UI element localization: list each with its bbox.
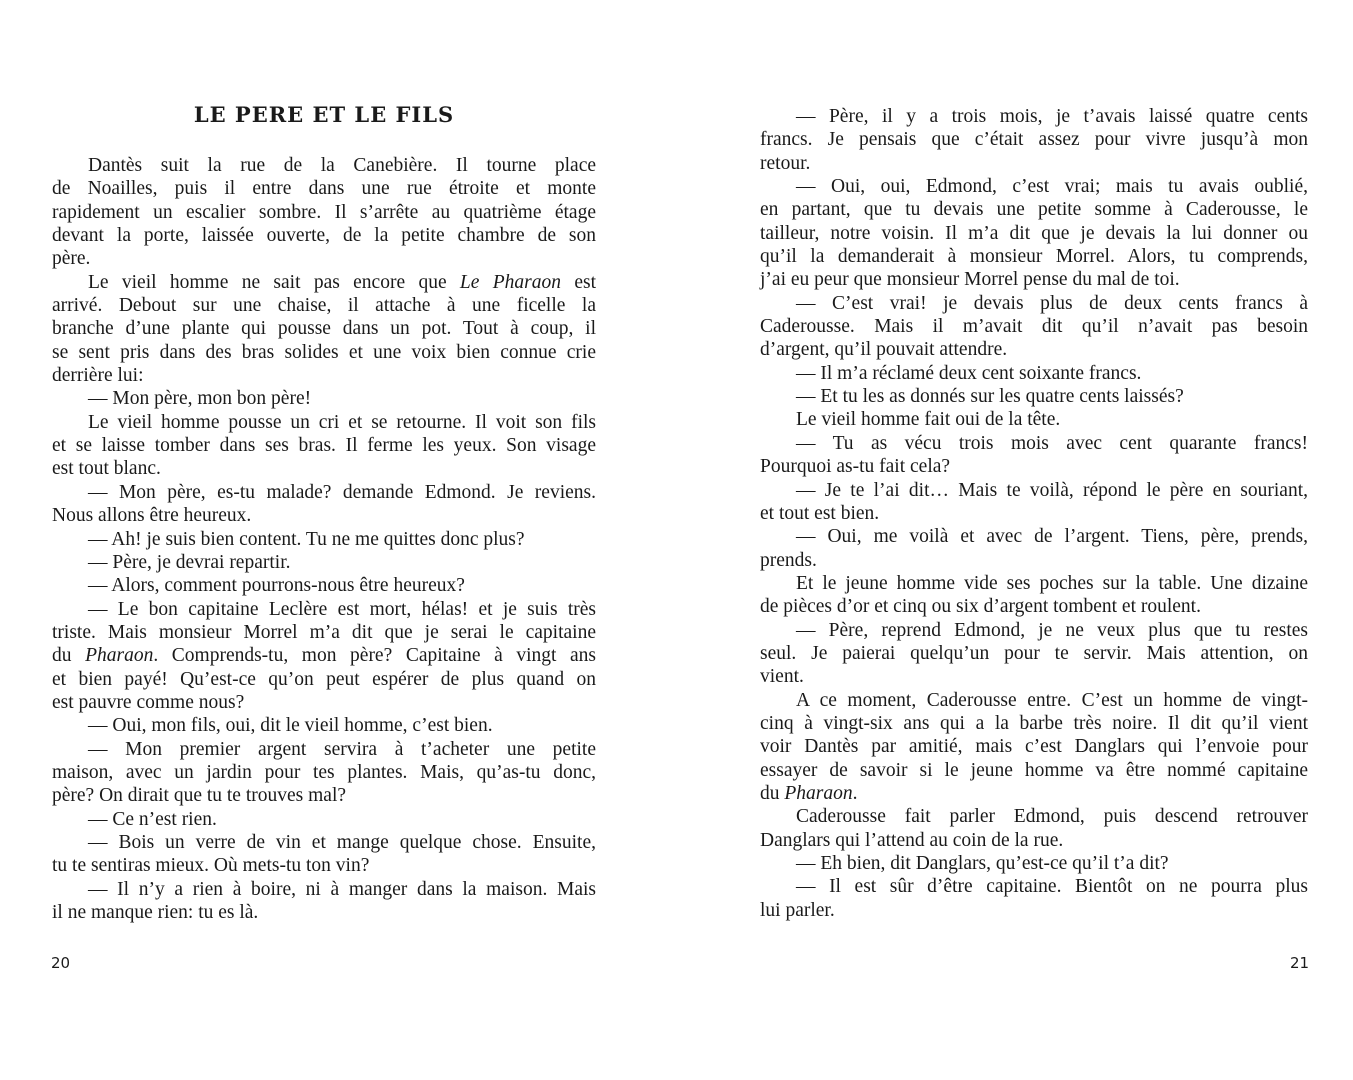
text-line: j’ai eu peur que monsieur Morrel pense du mal de toi.: [760, 269, 1180, 291]
text-line: derrière lui:: [52, 365, 144, 387]
text-line: maison, avec un jardin pour tes plantes. Mais, qu’as-tu donc,: [52, 761, 596, 783]
text-line: et bien payé! Qu’est-ce qu’on peut espérer de plus quand on: [52, 668, 596, 690]
text-line: branche d’une plante qui pousse dans un pot. Tout à coup, il: [52, 318, 596, 340]
text-line: — Mon premier argent servira à t’acheter une petite: [88, 738, 596, 760]
page-number-right: 21: [1290, 954, 1310, 972]
italic-title: Pharaon: [784, 782, 853, 804]
right-page: [676, 0, 1353, 1080]
text-line: — Eh bien, dit Danglars, qu’est-ce qu’il t’a dit?: [796, 853, 1169, 874]
text-line: seul. Je paierai quelqu’un pour te servir. Mais attention, on: [760, 642, 1308, 664]
text-line: — Bois un verre de vin et mange quelque chose. Ensuite,: [88, 831, 596, 853]
text-line: Caderousse fait parler Edmond, puis descend retrouver: [796, 806, 1308, 828]
text-line: — Oui, me voilà et avec de l’argent. Tiens, père, prends,: [796, 526, 1308, 548]
text-line: tailleur, notre voisin. Il m’a dit que je devais la lui donner ou: [760, 222, 1308, 244]
text-line: voir Dantès par amitié, mais c’est Danglars qui l’envoie pour: [760, 736, 1308, 758]
text-line: devant la porte, laissée ouverte, de la petite chambre de son: [52, 225, 596, 247]
text-line: et tout est bien.: [760, 502, 880, 524]
text-line: — Ce n’est rien.: [88, 808, 217, 830]
text-line: cinq à vingt-six ans qui a la barbe très noire. Il dit qu’il vient: [760, 712, 1308, 734]
text-line: — Oui, mon fils, oui, dit le vieil homme, c’est bien.: [88, 715, 493, 737]
text-line: — C’est vrai! je devais plus de deux cents francs à: [796, 292, 1308, 314]
text-line: francs. Je pensais que c’était assez pour vivre jusqu’à mon: [760, 129, 1308, 151]
text-line: — Ah! je suis bien content. Tu ne me quittes donc plus?: [88, 528, 525, 550]
text-line: — Père, je devrai repartir.: [88, 551, 291, 573]
text-line: il ne manque rien: tu es là.: [52, 902, 259, 923]
text-line: de Noailles, puis il entre dans une rue étroite et monte: [52, 178, 596, 200]
text-line: est tout blanc.: [52, 458, 161, 480]
text-line: — Père, il y a trois mois, je t’avais laissé quatre cents: [796, 106, 1308, 127]
italic-title: Pharaon: [85, 645, 154, 667]
text-line: Le vieil homme ne sait pas encore que Le Pharaon est: [88, 271, 596, 293]
text-line: — Je te l’ai dit… Mais te voilà, répond le père en souriant,: [796, 479, 1308, 501]
text-line: Danglars qui l’attend au coin de la rue.: [760, 829, 1064, 851]
right-page-text: [760, 105, 1308, 922]
text-line: retour.: [760, 152, 811, 174]
text-line: A ce moment, Caderousse entre. C’est un homme de vingt-: [796, 689, 1308, 711]
text-line: essayer de savoir si le jeune homme va être nommé capitaine: [760, 759, 1308, 781]
text-line: du Pharaon.: [760, 782, 858, 804]
text-line: se sent pris dans des bras solides et une voix bien connue crie: [52, 341, 596, 363]
text-line: arrivé. Debout sur une chaise, il attache à une ficelle la: [52, 295, 596, 317]
left-page: [0, 0, 676, 1080]
text-line: triste. Mais monsieur Morrel m’a dit que je serai le capitaine: [52, 621, 596, 643]
text-line: — Mon père, mon bon père!: [88, 388, 312, 410]
text-line: — Alors, comment pourrons-nous être heureux?: [88, 575, 465, 597]
text-line: Caderousse. Mais il m’avait dit qu’il n’avait pas besoin: [760, 316, 1308, 338]
text-line: Dantès suit la rue de la Canebière. Il tourne place: [88, 155, 596, 176]
text-line: en partant, que tu devais une petite somme à Caderousse, le: [760, 199, 1308, 221]
page-number-left: 20: [51, 954, 71, 972]
text-line: Et le jeune homme vide ses poches sur la table. Une dizaine: [796, 572, 1308, 594]
text-line: — Il n’y a rien à boire, ni à manger dans la maison. Mais: [88, 878, 596, 900]
text-line: — Mon père, es-tu malade? demande Edmond. Je reviens.: [88, 481, 596, 503]
text-line: père? On dirait que tu te trouves mal?: [52, 785, 347, 807]
chapter-title: LE PERE ET LE FILS: [193, 102, 455, 127]
text-line: — Il m’a réclamé deux cent soixante francs.: [796, 362, 1142, 384]
text-line: du Pharaon. Comprends-tu, mon père? Capitaine à vingt ans: [52, 645, 596, 667]
text-line: — Le bon capitaine Leclère est mort, hélas! et je suis très: [88, 598, 596, 620]
text-line: — Et tu les as donnés sur les quatre cents laissés?: [796, 386, 1184, 408]
left-page-text: [52, 154, 596, 924]
text-line: Le vieil homme fait oui de la tête.: [796, 409, 1061, 431]
text-line: Nous allons être heureux.: [52, 505, 252, 527]
text-line: d’argent, qu’il pouvait attendre.: [760, 339, 1008, 361]
text-line: — Tu as vécu trois mois avec cent quarante francs!: [796, 432, 1308, 454]
italic-title: Le Pharaon: [459, 271, 561, 293]
text-line: et se laisse tomber dans ses bras. Il ferme les yeux. Son visage: [52, 435, 596, 457]
text-line: Le vieil homme pousse un cri et se retourne. Il voit son fils: [88, 411, 596, 433]
text-line: lui parler.: [760, 899, 835, 921]
text-line: vient.: [760, 666, 804, 688]
text-line: prends.: [760, 549, 817, 571]
text-line: — Père, reprend Edmond, je ne veux plus que tu restes: [796, 619, 1308, 641]
text-line: — Il est sûr d’être capitaine. Bientôt on ne pourra plus: [796, 876, 1308, 898]
text-line: rapidement un escalier sombre. Il s’arrête au quatrième étage: [52, 201, 596, 223]
text-line: tu te sentiras mieux. Où mets-tu ton vin?: [52, 855, 370, 877]
text-line: de pièces d’or et cinq ou six d’argent tombent et roulent.: [760, 596, 1201, 618]
text-line: Pourquoi as-tu fait cela?: [760, 456, 951, 478]
text-line: qu’il la demanderait à monsieur Morrel. Alors, tu comprends,: [760, 246, 1308, 268]
text-line: père.: [52, 248, 91, 270]
text-line: — Oui, oui, Edmond, c’est vrai; mais tu avais oublié,: [796, 176, 1308, 198]
text-line: est pauvre comme nous?: [52, 691, 245, 713]
